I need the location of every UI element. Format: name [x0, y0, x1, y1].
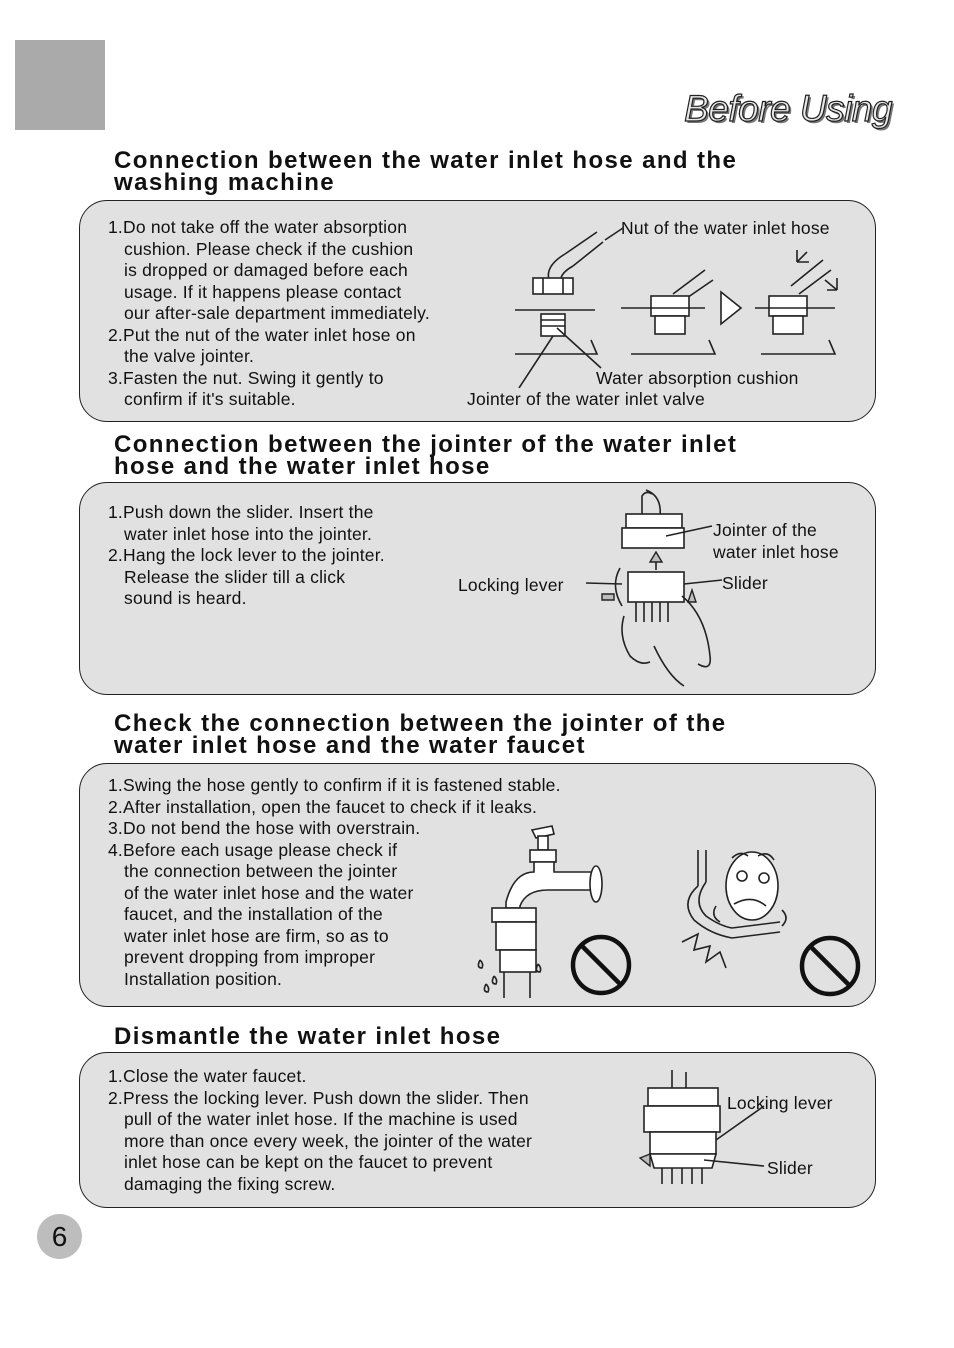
label-valve-jointer: Jointer of the water inlet valve: [467, 389, 705, 409]
step-4-1: 1.Close the water faucet.: [108, 1066, 307, 1086]
dismantle-jointer-figure: [636, 1066, 766, 1196]
step-3-4: 4.Before each usage please check if the connection between the jointer of the water inlet hose and the water faucet, and the installation of the water inlet hose are firm, so as to prevent dropping from improper Installation position.: [108, 839, 414, 989]
hose-nut-icon: [533, 228, 623, 294]
label-locking-lever: Locking lever: [458, 575, 564, 595]
arrow-right-icon: [721, 292, 741, 324]
section-4-heading: Dismantle the water inlet hose: [114, 1023, 502, 1050]
faucet-icon: [478, 826, 602, 998]
corner-marker: [15, 40, 105, 130]
page-title: Before Using: [684, 88, 892, 129]
bent-hose-cartoon-icon: [682, 850, 786, 968]
section-3-heading: Check the connection between the jointer of the water inlet hose and the water faucet: [114, 710, 727, 759]
section-4-steps: [108, 1066, 532, 1195]
label-absorption-cushion: Water absorption cushion: [596, 368, 799, 388]
label-hose-jointer: Jointer of the water inlet hose: [713, 520, 839, 562]
section-1-heading: Connection between the water inlet hose and the washing machine: [114, 147, 738, 196]
label-locking-lever-2: Locking lever: [727, 1093, 833, 1113]
section-1-steps: [108, 217, 430, 411]
step-3-1: 1.Swing the hose gently to confirm if it is fastened stable.: [108, 775, 561, 795]
step-2-2: 2.Hang the lock lever to the jointer. Release the slider till a click sound is heard.: [108, 545, 385, 608]
step-3-3: 3.Do not bend the hose with overstrain.: [108, 818, 421, 838]
label-slider-2: Slider: [767, 1158, 813, 1178]
label-nut: Nut of the water inlet hose: [621, 218, 830, 238]
hose-nut-figure: [505, 222, 865, 388]
no-sign-icon: [802, 938, 858, 994]
step-1-1: 1.Do not take off the water absorption cushion. Please check if the cushion is dropped or damaged before each usage. If it happens please contact our after-sale department immediately.: [108, 217, 430, 323]
step-1-3: 3.Fasten the nut. Swing it gently to confirm if it's suitable.: [108, 367, 384, 409]
valve-jointer-icon: [515, 310, 601, 388]
page-number: 6: [37, 1214, 82, 1259]
section-2-heading: Connection between the jointer of the water inlet hose and the water inlet hose: [114, 431, 738, 480]
no-sign-icon: [573, 937, 629, 993]
label-slider: Slider: [722, 573, 768, 593]
step-2-1: 1.Push down the slider. Insert the water inlet hose into the jointer.: [108, 502, 374, 544]
step-3-2: 2.After installation, open the faucet to check if it leaks.: [108, 796, 538, 817]
hose-jointer-icon: [640, 1070, 764, 1184]
hose-jointer-icon: [586, 490, 722, 686]
step-1-2: 2.Put the nut of the water inlet hose on the valve jointer.: [108, 324, 416, 366]
hose-jointer-figure: [580, 486, 730, 690]
step-4-2: 2.Press the locking lever. Push down the slider. Then pull of the water inlet hose. If the machine is used more than once every week, the jointer of the water inlet hose can be kept on the faucet to prevent damaging the fixing screw.: [108, 1087, 533, 1194]
faucet-warning-figure: [470, 822, 870, 1000]
section-2-steps: [108, 502, 385, 610]
